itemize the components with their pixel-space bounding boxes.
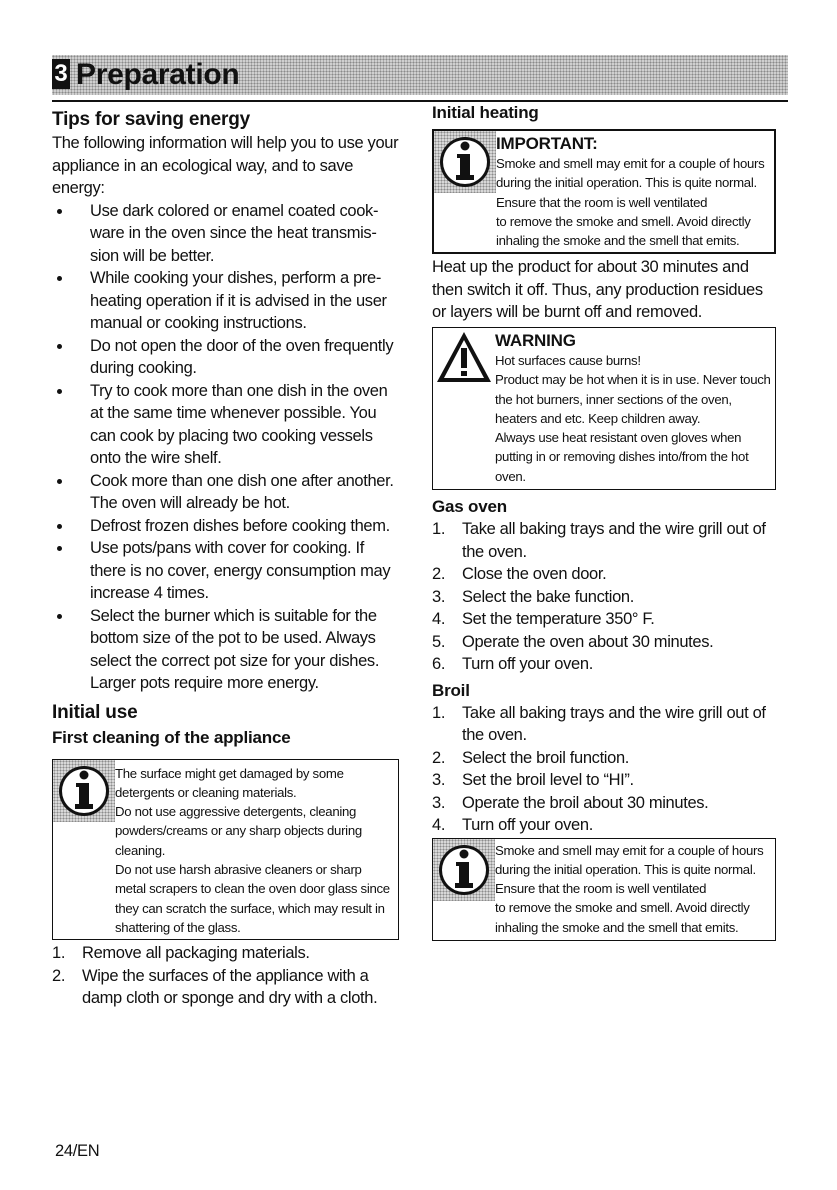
note-line: Smoke and smell may emit for a couple of hours during the initial operation. This is quite normal. Ensure that the room is well ventilated	[496, 156, 765, 210]
step-text: Take all baking trays and the wire grill out of the oven.	[462, 703, 766, 745]
cleaning-steps	[52, 942, 402, 1010]
step-text: Take all baking trays and the wire grill out of the oven.	[462, 520, 766, 561]
step-number: 2.	[432, 748, 446, 767]
list-item	[52, 965, 402, 1010]
list-item	[432, 702, 778, 747]
step-number: 3.	[432, 793, 446, 812]
tips-list	[52, 200, 402, 695]
list-item	[432, 653, 778, 676]
right-column	[432, 102, 778, 941]
step-number: 2.	[432, 565, 446, 584]
list-item	[432, 608, 778, 631]
list-item	[432, 769, 778, 792]
step-text: Remove all packaging materials.	[82, 944, 310, 963]
first-cleaning-heading: First cleaning of the appliance	[52, 727, 291, 747]
note-line: Do not use harsh abrasive cleaners or sharp metal scrapers to clean the oven door glass since they can scratch the surface, which may result in shattering of the glass.	[115, 861, 390, 935]
list-item	[432, 563, 778, 586]
page-number: 24/EN	[55, 1142, 100, 1160]
step-number: 4.	[432, 816, 446, 835]
step-number: 2.	[52, 966, 66, 985]
list-item: Try to cook more than one dish in the oven at the same time whenever possible. You can cook by placing two cooking vessels onto the wire shelf.	[52, 380, 402, 470]
step-number: 6.	[432, 655, 446, 674]
step-text: Set the temperature 350° F.	[462, 610, 655, 629]
warning-triangle-icon	[433, 328, 495, 390]
list-item	[432, 747, 778, 770]
warning-note	[432, 327, 776, 490]
step-number: 5.	[432, 632, 446, 651]
step-number: 1.	[52, 944, 66, 963]
list-item	[432, 814, 778, 837]
list-item: Select the burner which is suitable for the bottom size of the pot to be used. Always select the correct pot size for your dishes. Larger pots require more energy.	[52, 605, 402, 695]
note-line: to remove the smoke and smell. Avoid directly inhaling the smoke and the smell that emits.	[496, 213, 751, 249]
step-text: Turn off your oven.	[462, 816, 593, 835]
list-item: While cooking your dishes, perform a pre-heating operation if it is advised in the user manual or cooking instructions.	[52, 267, 402, 335]
warning-heading: WARNING	[495, 330, 576, 350]
step-text: Select the broil function.	[462, 748, 630, 767]
list-item	[432, 518, 778, 563]
list-item: Use pots/pans with cover for cooking. If there is no cover, energy consumption may increase 4 times.	[52, 537, 402, 605]
broil-steps	[432, 702, 778, 837]
info-icon	[433, 839, 495, 901]
step-number: 3.	[432, 587, 446, 606]
note-line: Always use heat resistant oven gloves when putting in or removing dishes into/from the hot oven.	[495, 430, 749, 484]
list-item: Cook more than one dish one after another. The oven will already be hot.	[52, 470, 402, 515]
info-icon	[53, 760, 115, 822]
step-text: Select the bake function.	[462, 587, 634, 606]
step-text: Set the broil level to “HI”.	[462, 771, 634, 790]
broil-heading: Broil	[432, 680, 470, 700]
step-number: 1.	[432, 520, 446, 539]
list-item	[432, 586, 778, 609]
step-text: Operate the oven about 30 minutes.	[462, 632, 714, 651]
heating-instructions: Heat up the product for about 30 minutes and then switch it off. Thus, any production residues or layers will be burnt off and removed.	[432, 258, 763, 322]
note-line: Hot surfaces cause burns!	[495, 352, 641, 368]
tips-section	[52, 132, 402, 695]
step-text: Turn off your oven.	[462, 655, 593, 674]
cleaning-info-note	[52, 759, 399, 941]
chapter-title: Preparation	[76, 58, 240, 91]
smoke-info-note	[432, 838, 776, 941]
info-icon	[434, 131, 496, 193]
step-number: 4.	[432, 610, 446, 629]
left-column	[52, 108, 402, 1010]
list-item: Defrost frozen dishes before cooking them.	[52, 515, 402, 538]
note-line: Smoke and smell may emit for a couple of hours during the initial operation. This is quite normal. Ensure that the room is well ventilated	[495, 842, 764, 897]
list-item	[432, 631, 778, 654]
tips-intro: The following information will help you to use your appliance in an ecological way, and to save energy:	[52, 134, 399, 197]
chapter-number-badge: 3	[52, 59, 70, 89]
initial-heating-heading: Initial heating	[432, 103, 539, 122]
initial-use-heading: Initial use	[52, 701, 138, 723]
note-line: The surface might get damaged by some detergents or cleaning materials.	[115, 765, 344, 800]
list-item: Use dark colored or enamel coated cook-ware in the oven since the heat transmis-sion will be better.	[52, 200, 402, 268]
step-number: 1.	[432, 703, 446, 722]
step-text: Wipe the surfaces of the appliance with a damp cloth or sponge and dry with a cloth.	[82, 966, 378, 1008]
note-line: Do not use aggressive detergents, cleaning powders/creams or any sharp objects during cleaning.	[115, 804, 362, 858]
note-line: to remove the smoke and smell. Avoid directly inhaling the smoke and the smell that emits.	[495, 900, 750, 935]
step-number: 3.	[432, 771, 446, 790]
list-item	[52, 942, 402, 965]
list-item: Do not open the door of the oven frequently during cooking.	[52, 335, 402, 380]
important-note	[432, 129, 776, 254]
note-line: Product may be hot when it is in use. Never touch the hot burners, inner sections of the oven, heaters and etc. Keep children away.	[495, 372, 771, 426]
gas-oven-steps	[432, 518, 778, 676]
step-text: Close the oven door.	[462, 565, 607, 584]
list-item	[432, 792, 778, 815]
important-heading: IMPORTANT:	[496, 134, 598, 153]
gas-oven-heading: Gas oven	[432, 497, 507, 517]
tips-heading: Tips for saving energy	[52, 109, 250, 130]
step-text: Operate the broil about 30 minutes.	[462, 793, 709, 812]
